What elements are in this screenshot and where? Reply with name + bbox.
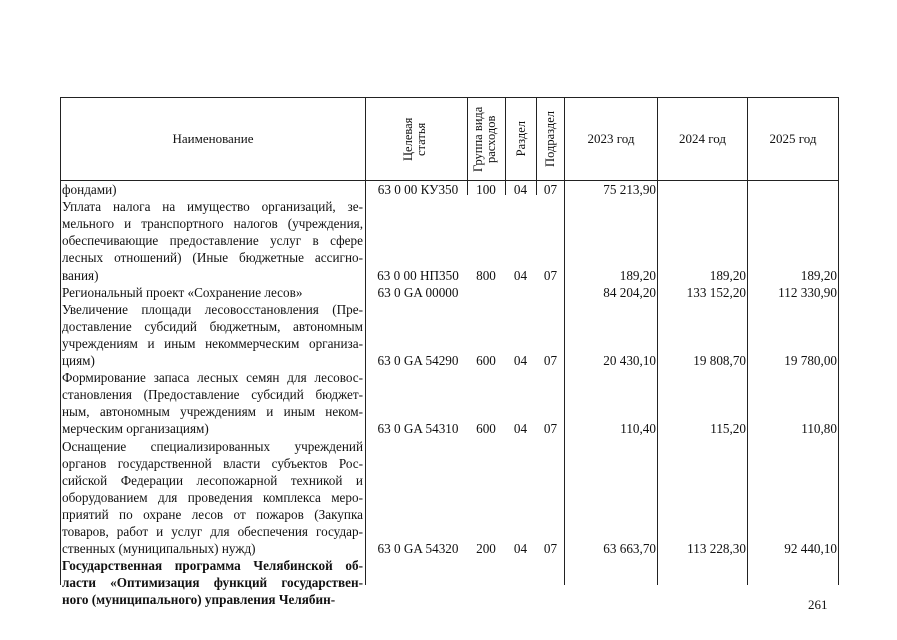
header-expense-group: Группа вида расходов xyxy=(470,106,498,172)
row-target-article: 63 0 00 НП350 xyxy=(377,267,459,283)
row-subsection: 07 xyxy=(543,267,558,283)
row-name-line: Уплата налога на имущество организаций, зе- xyxy=(62,199,363,215)
row-value-2025: 112 330,90 xyxy=(778,284,837,300)
row-value-2025: 19 780,00 xyxy=(784,353,837,368)
row-target-article: 63 0 GA 54310 xyxy=(377,421,459,437)
row-subsection: 07 xyxy=(543,541,558,557)
row-target-article: 63 0 GA 00000 xyxy=(377,284,459,300)
page-number: 261 xyxy=(808,597,828,612)
row-expense-group: 800 xyxy=(476,267,496,283)
row-value-2024: 19 808,70 xyxy=(693,353,746,368)
row-name-line: фондами) xyxy=(62,182,117,197)
row-value-2023: 75 213,90 xyxy=(603,182,656,197)
row-subsection: 07 xyxy=(543,421,558,437)
header-subsection: Подраздел xyxy=(543,111,557,167)
header-target-article: Целевая статья xyxy=(400,117,428,161)
row-name-line: Региональный проект «Сохранение лесов» xyxy=(62,284,303,300)
row-expense-group: 100 xyxy=(476,182,496,197)
row-value-2025: 110,80 xyxy=(801,421,837,437)
header-year-2024: 2024 год xyxy=(679,131,726,146)
row-value-2023: 110,40 xyxy=(620,421,656,437)
row-value-2024: 133 152,20 xyxy=(686,284,746,300)
row-name-line: циям) xyxy=(62,353,95,368)
col-border-right xyxy=(838,97,839,585)
row-expense-group: 600 xyxy=(476,353,496,368)
row-target-article: 63 0 GA 54290 xyxy=(377,353,459,368)
row-value-2025: 92 440,10 xyxy=(784,541,837,557)
header-section: Раздел xyxy=(513,121,528,157)
row-name-line: учреждениям и иным некоммерческим организа- xyxy=(62,335,363,351)
row-name-line: сийской Федерации лесопожарной техникой и xyxy=(62,472,363,488)
row-name-line: мельного и транспортного налогов (учреждения, xyxy=(62,216,363,232)
row-subsection: 07 xyxy=(543,353,558,368)
row-value-2023: 20 430,10 xyxy=(603,353,656,368)
row-value-2024: 115,20 xyxy=(710,421,746,437)
row-name-line: оборудованием для проведения комплекса меро- xyxy=(62,489,363,505)
row-expense-group: 200 xyxy=(476,541,496,557)
row-name-line: Формирование запаса лесных семян для лесовос- xyxy=(62,370,363,386)
row-name-line: товаров, работ и услуг для обеспечения государ- xyxy=(62,524,363,539)
row-name-line: ным, автономным учреждениям и иным неком- xyxy=(62,404,363,420)
row-name-line: лесных отношений) (Иные бюджетные ассигно- xyxy=(62,250,363,266)
row-section: 04 xyxy=(513,182,528,197)
header-year-2023: 2023 год xyxy=(587,131,635,146)
row-name-line: Увеличение площади лесовосстановления (Пре- xyxy=(62,301,363,317)
row-value-2024: 113 228,30 xyxy=(687,541,746,557)
row-value-2024: 189,20 xyxy=(709,267,746,283)
row-name-line: ного (муниципального) управления Челябин- xyxy=(62,592,336,608)
row-name-line: ласти «Оптимизация функций государствен- xyxy=(62,575,363,591)
header-name: Наименование xyxy=(172,131,254,146)
row-section: 04 xyxy=(513,353,528,368)
row-name-line: мерческим организациям) xyxy=(62,421,209,437)
row-name-line: становления (Предоставление субсидий бюджет- xyxy=(62,387,363,403)
row-name-line: обеспечивающие предоставление услуг в сфере xyxy=(62,233,363,249)
header-expense-group-cell xyxy=(468,98,505,180)
header-target-article-cell xyxy=(366,98,467,180)
row-value-2023: 189,20 xyxy=(619,267,656,283)
row-name-line: Оснащение специализированных учреждений xyxy=(62,438,363,454)
row-value-2023: 84 204,20 xyxy=(603,284,656,300)
row-name-line: органов государственной власти субъектов Рос- xyxy=(62,455,363,471)
row-subsection: 07 xyxy=(543,182,558,197)
row-expense-group: 600 xyxy=(476,421,496,437)
row-section: 04 xyxy=(513,421,528,437)
header-year-2025: 2025 год xyxy=(769,131,817,146)
row-name-line: доставление субсидий бюджетным, автономным xyxy=(62,318,363,334)
header-section-cell xyxy=(506,98,536,180)
row-section: 04 xyxy=(513,541,528,557)
row-value-2023: 63 663,70 xyxy=(603,541,656,557)
row-target-article: 63 0 GA 54320 xyxy=(377,541,459,557)
row-name-line: Государственная программа Челябинской об- xyxy=(62,558,363,574)
row-section: 04 xyxy=(513,267,528,283)
row-value-2025: 189,20 xyxy=(800,267,837,283)
row-name-line: вания) xyxy=(62,267,99,283)
header-subsection-cell xyxy=(537,98,564,180)
row-name-line: ственных (муниципальных) нужд) xyxy=(62,541,256,557)
row-name-line: приятий по охране лесов от пожаров (Закупка xyxy=(62,506,363,522)
row-target-article: 63 0 00 КУ350 xyxy=(377,182,459,197)
